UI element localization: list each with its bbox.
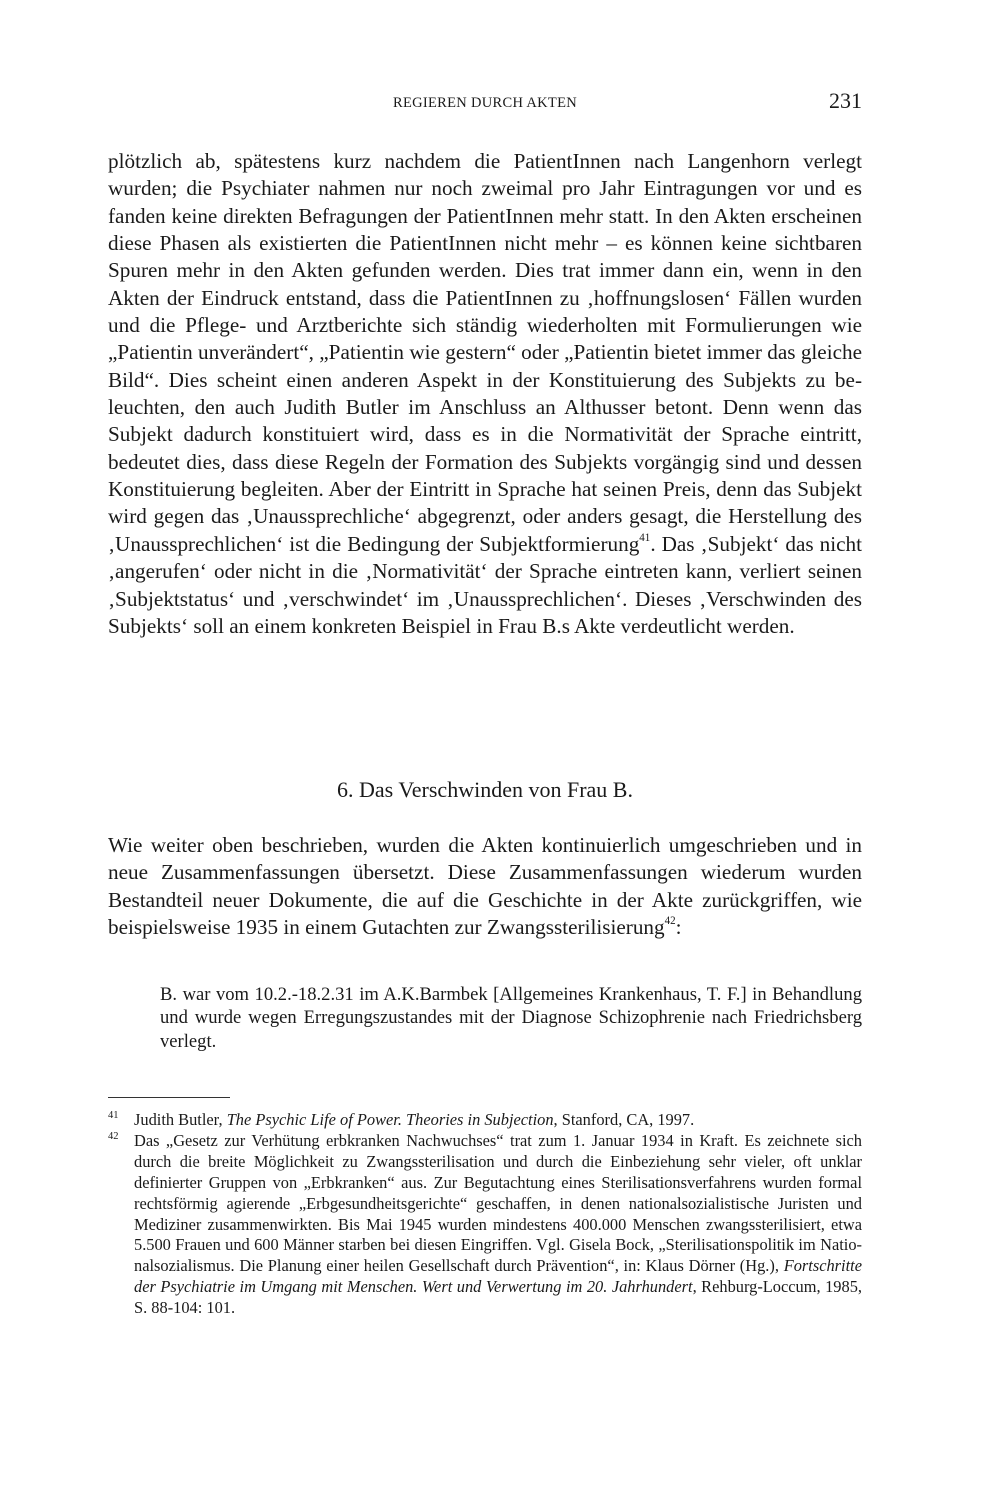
block-quote: B. war vom 10.2.-18.2.31 im A.K.Barmbek [Allgemeines Krankenhaus, T. F.] in Behandlung und wurde wegen Erregungszustandes mit der Diagnose Schizophrenie nach Friedrichsberg verlegt. bbox=[160, 984, 862, 1052]
footnote-reference-41[interactable]: 41 bbox=[639, 531, 651, 544]
page-number: 231 bbox=[829, 88, 862, 113]
paragraph-text: : bbox=[675, 915, 682, 940]
footnote-text: Judith Butler, bbox=[134, 1110, 227, 1129]
footnote-divider bbox=[108, 1097, 230, 1098]
footnote-number: 42 bbox=[108, 1130, 119, 1142]
footnote-number: 41 bbox=[108, 1110, 119, 1121]
footnote-text: , Rehburg-Loccum, 1985, S. 88-104: 101. bbox=[134, 1277, 862, 1318]
running-title: REGIEREN DURCH AKTEN bbox=[392, 95, 578, 111]
running-header bbox=[108, 88, 862, 118]
section-heading: 6. Das Verschwinden von Frau B. bbox=[337, 777, 633, 802]
footnote-title: Fortschritte der Psychiatrie im Umgang mit Menschen. Wert und Verwertung im 20. Jahrhundert bbox=[134, 1256, 862, 1297]
footnote-42 bbox=[108, 1131, 862, 1319]
footnote-text: , Stanford, CA, 1997. bbox=[553, 1110, 695, 1129]
footnotes bbox=[108, 1110, 862, 1319]
footnote-reference-42[interactable]: 42 bbox=[664, 915, 676, 928]
footnote-title: The Psychic Life of Power. Theories in Subjection bbox=[226, 1110, 554, 1129]
paragraph-text: plötzlich ab, spätestens kurz nachdem die PatientInnen nach Langenhorn verlegt wurden; die Psychiater nahmen nur noch zweimal pro Jahr Eintragungen vor und es fanden keine direkten Befragungen der PatientInnen mehr statt. In den Akten erscheinen diese Phasen als existierten die PatientInnen nicht mehr – es können keine sichtbaren Spuren mehr in den Akten gefunden werden. Dies trat immer dann ein, wenn in den Akten der Eindruck entstand, dass die PatientInnen zu ‚hoffnungslosen‘ Fällen wurden und die Pflege- und Arztberichte sich ständig wiederholten mit Formulierungen wie „Patientin unverändert“, „Patientin wie gestern“ oder „Patientin bietet immer das gleiche Bild“. Dies scheint einen anderen Aspekt in der Konstituierung des Subjekts zu beleuchten, den auch Judith Butler im Anschluss an Althusser betont. Denn wenn das Subjekt dadurch konstituiert wird, dass es in die Normativität der Sprache eintritt, bedeutet dies, dass diese Regeln der Formation des Subjekts vorgängig sind und dessen Konstituierung begleiten. Aber der Eintritt in Sprache hat seinen Preis, denn das Subjekt wird gegen das ‚Unaussprechliche‘ abgegrenzt, oder anders gesagt, die Herstellung des ‚Unaussprechlichen‘ ist die Bedingung der Subjektformierung bbox=[108, 149, 862, 556]
body-paragraph-1 bbox=[108, 148, 862, 640]
footnote-41 bbox=[108, 1110, 862, 1131]
footnote-text: Das „Gesetz zur Verhütung erbkranken Nachwuchses“ trat zum 1. Januar 1934 in Kraft. Es zeichnete sich durch die breite Möglichkeit zu Zwangssterilisation und durch die Einbeziehung sehr vieler, oft unklar definierter Gruppen von „Erbkranken“ aus. Zur Begutachtung eines Sterilisationsverfahrens wurden formal rechtsförmig agierende „Erbgesundheitsgerichte“ geschaffen, in denen nationalsozialistische Juristen und Mediziner zusammenwirkten. Bis Mai 1945 wurden mindestens 400.000 Menschen zwangssterilisiert, etwa 5.500 Frauen und 600 Männer starben bei diesen Eingriffen. Vgl. Gisela Bock, „Sterilisationspolitik im Nationalsozialismus. Die Planung einer heilen Gesellschaft durch Prävention“, in: Klaus Dörner (Hg.), bbox=[134, 1130, 862, 1276]
paragraph-text: Wie weiter oben beschrieben, wurden die Akten kontinuierlich umgeschrieben und in neue Zusammenfassungen übersetzt. Diese Zusammenfassungen wiederum wurden Bestandteil neuer Dokumente, die auf die Geschichte in der Akte zurückgriffen, wie beispielsweise 1935 in einem Gutachten zur Zwangssterilisierung bbox=[108, 833, 862, 940]
paragraph-text: . Das ‚Subjekt‘ das nicht ‚angerufen‘ oder nicht in die ‚Normativität‘ der Sprache eintreten kann, verliert seinen ‚Subjektstatus‘ und ‚verschwindet‘ im ‚Unaussprechlichen‘. Dieses ‚Verschwinden des Subjekts‘ soll an einem konkreten Beispiel in Frau B.s Akte verdeutlicht werden. bbox=[108, 531, 862, 638]
body-paragraph-2 bbox=[108, 832, 862, 941]
